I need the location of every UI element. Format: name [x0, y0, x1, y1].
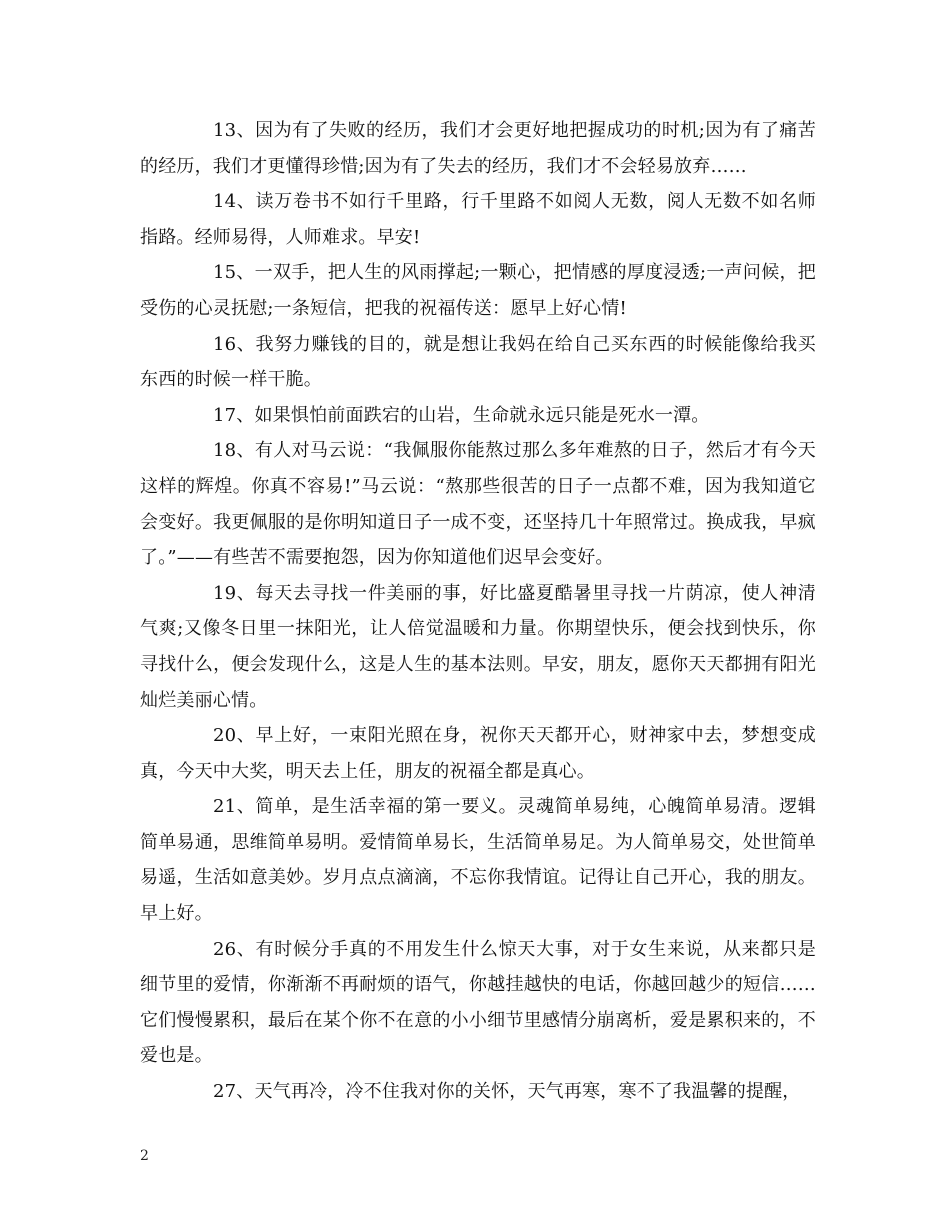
paragraph-17: 17、如果惧怕前面跌宕的山岩，生命就永远只能是死水一潭。 [213, 404, 710, 426]
paragraph-19: 19、每天去寻找一件美丽的事，好比盛夏酷暑里寻找一片荫凉，使人神清气爽;又像冬日里一抹阳光，让人倍觉温暖和力量。你期望快乐，便会找到快乐，你寻找什么，便会发现什么，这是人生的基本法则。早安，朋友，愿你天天都拥有阳光灿烂美丽心情。 [140, 582, 816, 711]
document-body [140, 113, 816, 1110]
paragraph-21: 21、简单，是生活幸福的第一要义。灵魂简单易纯，心魄简单易清。逻辑简单易通，思维简单易明。爱情简单易长，生活简单易足。为人简单易交，处世简单易遥，生活如意美妙。岁月点点滴滴，不忘你我情谊。记得让自己开心，我的朋友。早上好。 [140, 796, 816, 925]
paragraph-26: 26、有时候分手真的不用发生什么惊天大事，对于女生来说，从来都只是细节里的爱情，你渐渐不再耐烦的语气，你越挂越快的电话，你越回越少的短信……它们慢慢累积，最后在某个你不在意的小小细节里感情分崩离析，爱是累积来的，不爱也是。 [140, 938, 816, 1067]
paragraph-13: 13、因为有了失败的经历，我们才会更好地把握成功的时机;因为有了痛苦的经历，我们才更懂得珍惜;因为有了失去的经历，我们才不会轻易放弃…… [140, 120, 816, 177]
paragraph-15: 15、一双手，把人生的风雨撑起;一颗心，把情感的厚度浸透;一声问候，把受伤的心灵抚慰;一条短信，把我的祝福传送：愿早上好心情! [140, 262, 816, 319]
paragraph-14: 14、读万卷书不如行千里路，行千里路不如阅人无数，阅人无数不如名师指路。经师易得，人师难求。早安! [140, 191, 816, 248]
paragraph-27: 27、天气再冷，冷不住我对你的关怀，天气再寒，寒不了我温馨的提醒， [213, 1081, 801, 1103]
paragraph-16: 16、我努力赚钱的目的，就是想让我妈在给自己买东西的时候能像给我买东西的时候一样干脆。 [140, 333, 816, 391]
page-number: 2 [140, 1148, 149, 1164]
paragraph-18: 18、有人对马云说：“我佩服你能熬过那么多年难熬的日子，然后才有今天这样的辉煌。你真不容易!”马云说：“熬那些很苦的日子一点都不难，因为我知道它会变好。我更佩服的是你明知道日子一成不变，还坚持几十年照常过。换成我，早疯了。”——有些苦不需要抱怨，因为你知道他们迟早会变好。 [140, 440, 816, 569]
paragraph-20: 20、早上好，一束阳光照在身，祝你天天都开心，财神家中去，梦想变成真，今天中大奖，明天去上任，朋友的祝福全都是真心。 [140, 725, 816, 782]
